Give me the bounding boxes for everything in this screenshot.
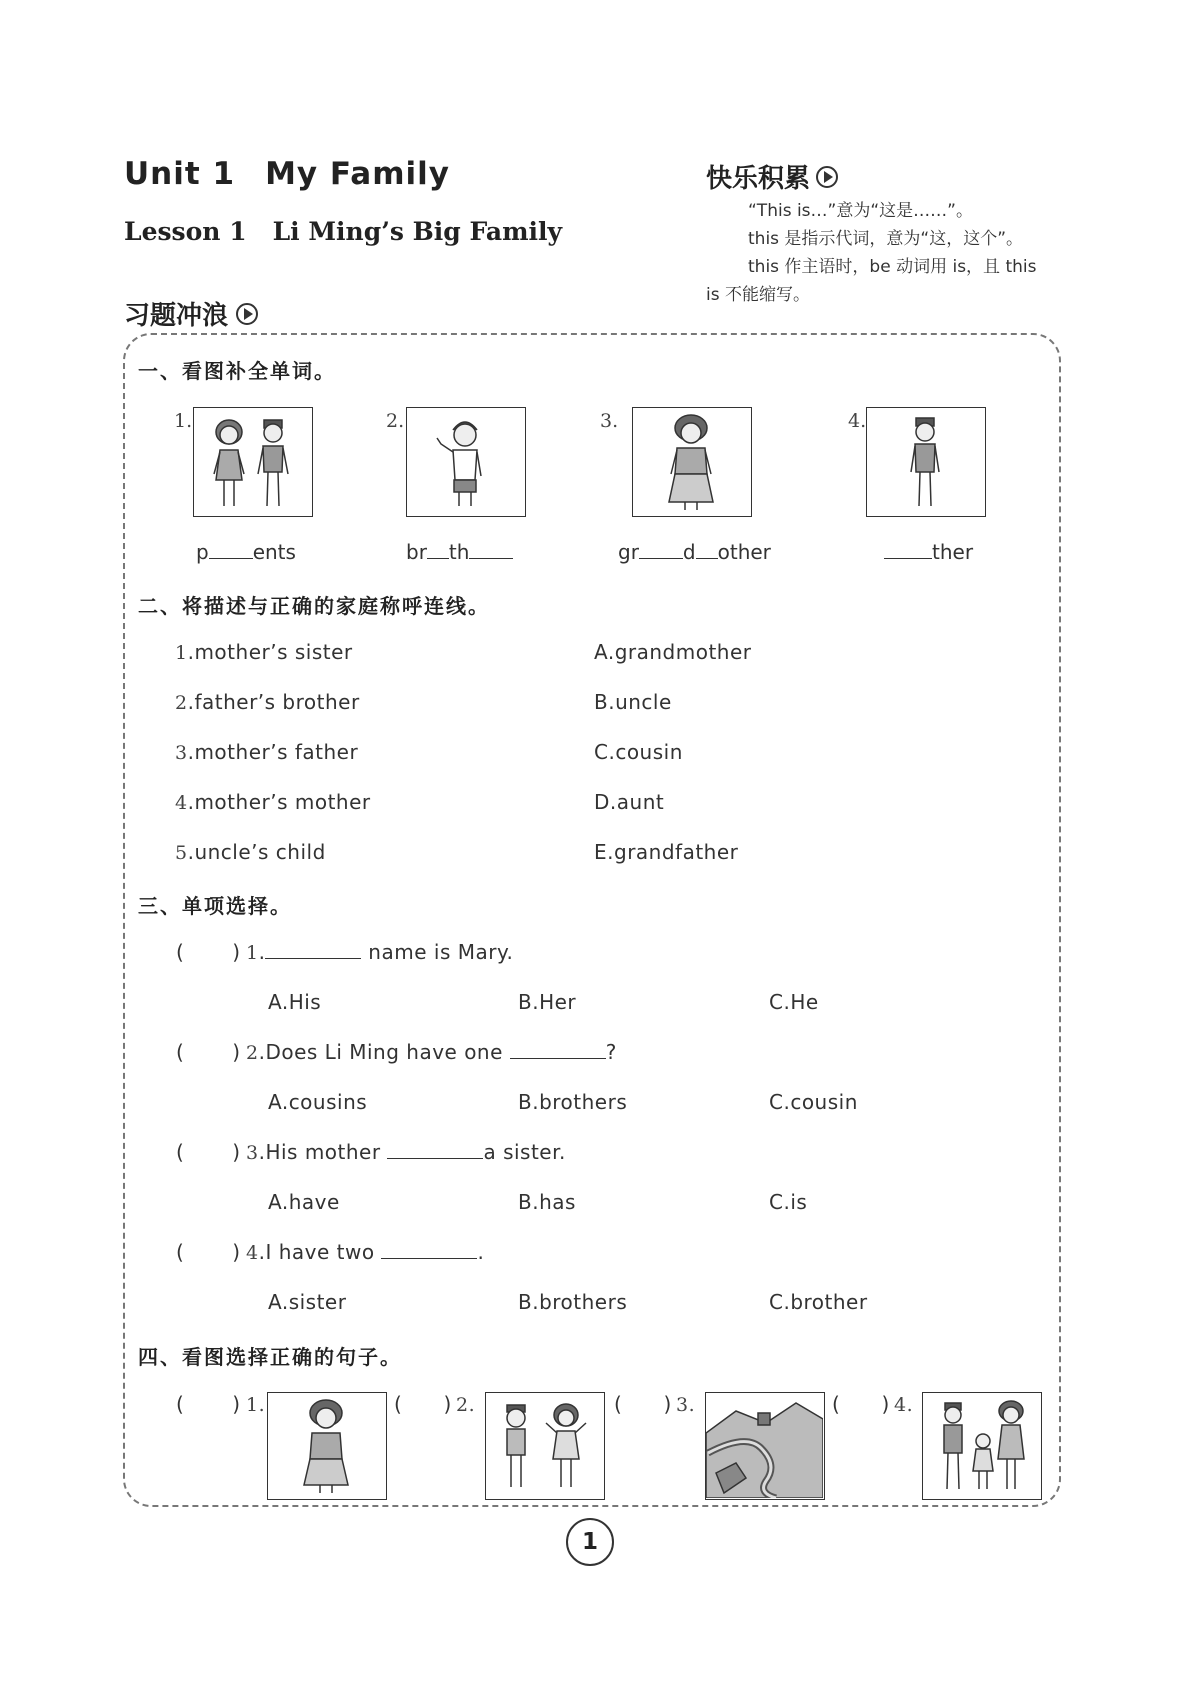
match-right-b[interactable]: B.uncle: [594, 690, 672, 714]
question-4-before: .I have two: [258, 1240, 382, 1264]
part1-num-1: 1.: [174, 410, 193, 432]
part4-item-1-num: 1.: [246, 1394, 266, 1416]
part4-title: 四、看图选择正确的句子。: [138, 1345, 402, 1369]
answer-blank[interactable]: [510, 1040, 606, 1059]
question-2-after: ?: [605, 1040, 617, 1064]
question-2: [176, 1040, 617, 1064]
question-1-num: 1: [246, 942, 259, 964]
match-right-e[interactable]: E.grandfather: [594, 840, 739, 864]
match-left-5-num: 5: [175, 842, 188, 864]
part1-num-3: 3.: [600, 410, 619, 432]
tip-line-1: “This is…”意为“这是……”。: [748, 201, 973, 221]
match-left-4[interactable]: [175, 790, 371, 814]
answer-bracket[interactable]: ( ): [176, 940, 241, 964]
part1-word-3: [618, 540, 771, 564]
part3-title: 三、单项选择。: [138, 894, 292, 918]
answer-blank[interactable]: [209, 540, 253, 559]
page-number: 1: [566, 1518, 614, 1566]
part1-word-4: [884, 540, 973, 564]
answer-bracket[interactable]: ( ): [832, 1392, 890, 1416]
match-left-3[interactable]: [175, 740, 358, 764]
match-left-1-num: 1: [175, 642, 188, 664]
match-left-4-text: .mother’s mother: [187, 790, 371, 814]
picture-boy-and-girl: [485, 1392, 605, 1500]
match-left-5[interactable]: [175, 840, 326, 864]
q2-option-c[interactable]: C.cousin: [769, 1090, 858, 1114]
answer-blank[interactable]: [639, 540, 683, 559]
q3-option-b[interactable]: B.has: [518, 1190, 576, 1214]
part1-num-2: 2.: [386, 410, 405, 432]
tip-heading-text: 快乐积累: [706, 164, 811, 194]
question-3: [176, 1140, 566, 1164]
part1-word-1-pre: p: [196, 540, 209, 564]
match-right-d[interactable]: D.aunt: [594, 790, 665, 814]
q4-option-a[interactable]: A.sister: [268, 1290, 347, 1314]
question-1-before: .: [258, 940, 266, 964]
question-2-before: .Does Li Ming have one: [258, 1040, 510, 1064]
picture-grandmother: [267, 1392, 387, 1500]
answer-blank[interactable]: [696, 540, 718, 559]
question-3-num: 3: [246, 1142, 259, 1164]
part4-item-3-num: 3.: [676, 1394, 696, 1416]
part4-item-2-num: 2.: [456, 1394, 476, 1416]
picture-great-wall: [705, 1392, 825, 1500]
play-icon: [816, 166, 838, 188]
q1-option-b[interactable]: B.Her: [518, 990, 577, 1014]
answer-bracket[interactable]: ( ): [176, 1040, 241, 1064]
part1-word-1: [196, 540, 296, 564]
picture-parents: [193, 407, 313, 517]
answer-bracket[interactable]: ( ): [176, 1240, 241, 1264]
match-left-3-text: .mother’s father: [187, 740, 359, 764]
q1-option-c[interactable]: C.He: [769, 990, 819, 1014]
part1-word-4-post: ther: [932, 540, 974, 564]
answer-bracket[interactable]: ( ): [176, 1392, 241, 1416]
q2-option-a[interactable]: A.cousins: [268, 1090, 368, 1114]
lesson-number: Lesson 1: [124, 217, 247, 246]
answer-blank[interactable]: [265, 940, 361, 959]
answer-bracket[interactable]: ( ): [176, 1140, 241, 1164]
part1-word-1-post: ents: [252, 540, 296, 564]
part4-item-1: [176, 1392, 265, 1416]
part1-word-3-pre: gr: [618, 540, 639, 564]
match-right-a[interactable]: A.grandmother: [594, 640, 752, 664]
question-1-after: name is Mary.: [361, 940, 514, 964]
part4-item-3: [614, 1392, 695, 1416]
match-left-3-num: 3: [175, 742, 188, 764]
part2-title: 二、将描述与正确的家庭称呼连线。: [138, 594, 490, 618]
question-4: [176, 1240, 484, 1264]
picture-father: [866, 407, 986, 517]
q1-option-a[interactable]: A.His: [268, 990, 322, 1014]
answer-blank[interactable]: [427, 540, 449, 559]
question-4-num: 4: [246, 1242, 259, 1264]
question-4-after: .: [477, 1240, 485, 1264]
answer-bracket[interactable]: ( ): [614, 1392, 672, 1416]
match-right-c[interactable]: C.cousin: [594, 740, 683, 764]
tip-line-3: this 作主语时，be 动词用 is，且 this: [748, 257, 1037, 277]
part1-title: 一、看图补全单词。: [138, 359, 336, 383]
answer-blank[interactable]: [387, 1140, 483, 1159]
q3-option-c[interactable]: C.is: [769, 1190, 808, 1214]
q4-option-b[interactable]: B.brothers: [518, 1290, 628, 1314]
picture-grandmother: [632, 407, 752, 517]
part1-word-3-mid: d: [682, 540, 696, 564]
match-left-5-text: .uncle’s child: [187, 840, 326, 864]
part4-item-4: [832, 1392, 913, 1416]
unit-number: Unit 1: [124, 156, 236, 192]
match-left-2[interactable]: [175, 690, 360, 714]
play-icon: [236, 303, 258, 325]
answer-blank[interactable]: [884, 540, 932, 559]
lesson-name: Li Ming’s Big Family: [272, 217, 563, 246]
section-heading: [124, 295, 258, 332]
lesson-title: [124, 217, 562, 246]
question-1: [176, 940, 513, 964]
tip-line-4: is 不能缩写。: [706, 285, 810, 305]
tip-heading: [706, 158, 838, 195]
part1-word-3-post: other: [717, 540, 771, 564]
question-3-after: a sister.: [483, 1140, 566, 1164]
match-left-4-num: 4: [175, 792, 188, 814]
picture-brother: [406, 407, 526, 517]
answer-blank[interactable]: [381, 1240, 477, 1259]
answer-bracket[interactable]: ( ): [394, 1392, 452, 1416]
match-left-2-text: .father’s brother: [187, 690, 360, 714]
part4-item-2: [394, 1392, 475, 1416]
part4-item-4-num: 4.: [894, 1394, 914, 1416]
unit-title: [124, 156, 450, 192]
question-3-before: .His mother: [258, 1140, 388, 1164]
q2-option-b[interactable]: B.brothers: [518, 1090, 628, 1114]
q3-option-a[interactable]: A.have: [268, 1190, 340, 1214]
section-heading-text: 习题冲浪: [124, 301, 229, 331]
match-left-1-text: .mother’s sister: [187, 640, 353, 664]
q4-option-c[interactable]: C.brother: [769, 1290, 868, 1314]
question-2-num: 2: [246, 1042, 259, 1064]
part1-word-2: [406, 540, 513, 564]
match-left-1[interactable]: [175, 640, 353, 664]
picture-family: [922, 1392, 1042, 1500]
tip-line-2: this 是指示代词，意为“这，这个”。: [748, 229, 1024, 249]
part1-num-4: 4.: [848, 410, 867, 432]
match-left-2-num: 2: [175, 692, 188, 714]
part1-word-2-mid: th: [448, 540, 470, 564]
part1-word-2-pre: br: [406, 540, 427, 564]
unit-name: My Family: [265, 156, 450, 192]
answer-blank[interactable]: [469, 540, 513, 559]
